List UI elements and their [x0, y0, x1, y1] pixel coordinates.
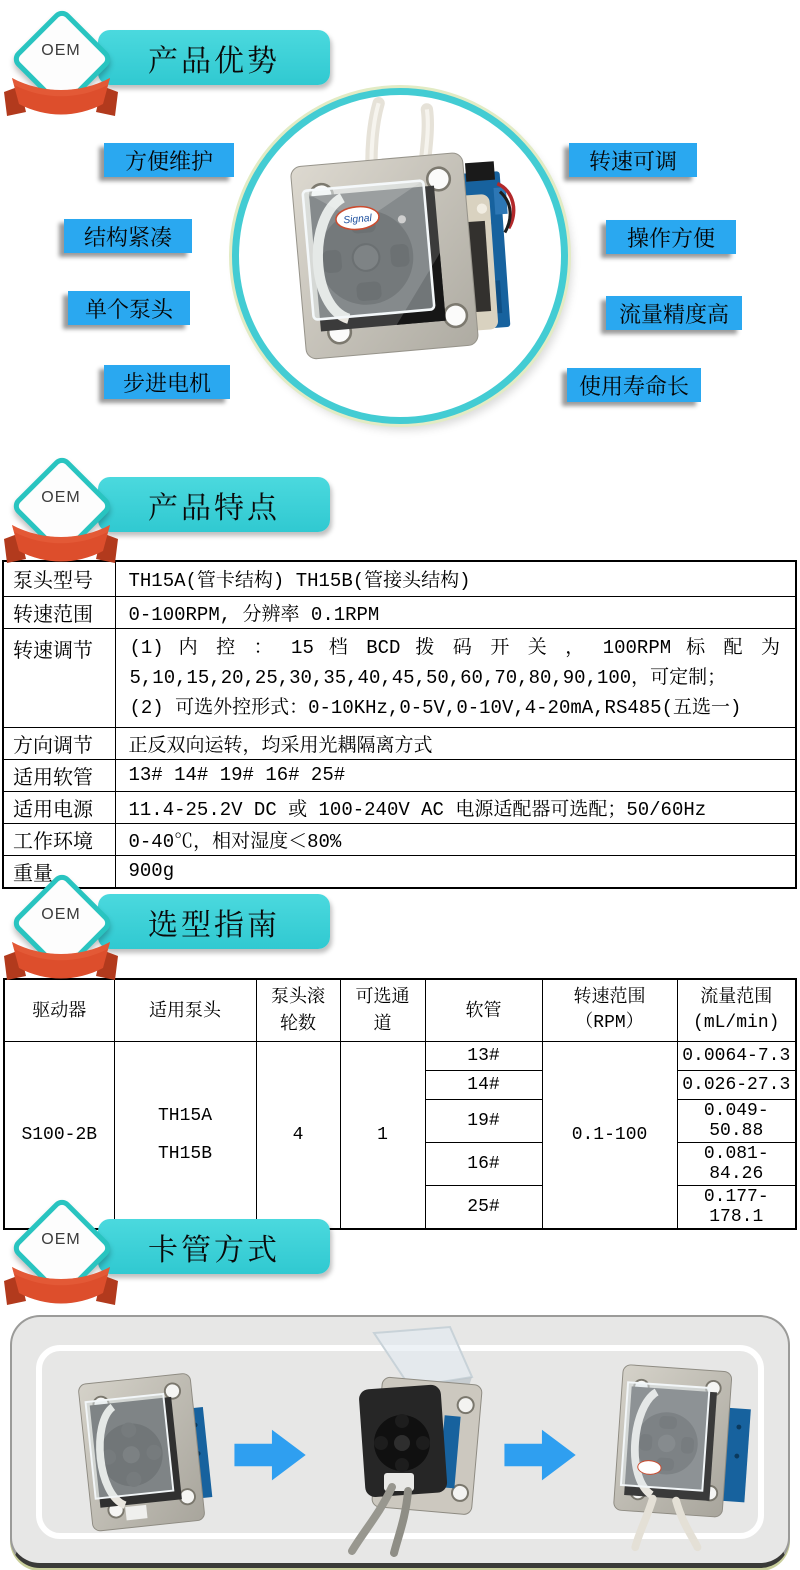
flow-cell: 0.0064-7.3 — [677, 1041, 796, 1070]
section-title-bar — [98, 477, 330, 532]
section-header-clamping — [2, 1197, 342, 1322]
section-title: 选型指南 — [148, 908, 280, 942]
channels-cell: 1 — [340, 1041, 425, 1229]
pump-step-photo-1 — [54, 1355, 222, 1555]
oem-badge — [8, 1197, 114, 1307]
column-header: 可选通 道 — [340, 979, 425, 1041]
tube-cell: 16# — [425, 1142, 542, 1185]
ribbon-icon — [4, 1257, 118, 1309]
advantage-label-lifespan: 使用寿命长 — [567, 368, 701, 402]
section-title-bar — [98, 894, 330, 949]
arrow-right-icon — [504, 1425, 578, 1485]
flow-cell: 0.081-84.26 — [677, 1142, 796, 1185]
flow-cell: 0.177-178.1 — [677, 1185, 796, 1229]
spec-row-value: (1) 内 控 ： 15 档 BCD 拨 码 开 关 ， 100RPM 标 配 为 5,10,15,20,25,30,35,40,45,50,60,70,80,90,100，可定制； (2) 可选外控形式：0-10KHz,0-5V,0-10V,4-20mA,RS485(五选一) — [115, 628, 796, 727]
column-header: 流量范围 (mL/min) — [677, 979, 796, 1041]
column-header: 转速范围 （RPM） — [542, 979, 677, 1041]
column-header: 泵头滚 轮数 — [256, 979, 340, 1041]
column-header: 驱动器 — [4, 979, 114, 1041]
spec-row-label: 适用软管 — [3, 759, 115, 791]
spec-row-value: 0-100RPM, 分辨率 0.1RPM — [115, 596, 796, 628]
advantage-label-easy-op: 操作方便 — [606, 220, 736, 254]
spec-row-label: 方向调节 — [3, 727, 115, 759]
spec-row-value: 13# 14# 19# 16# 25# — [115, 759, 796, 791]
spec-row-label: 工作环境 — [3, 823, 115, 855]
tube-cell: 25# — [425, 1185, 542, 1229]
tube-cell: 14# — [425, 1070, 542, 1099]
product-photo-circle — [232, 88, 568, 424]
flow-cell: 0.026-27.3 — [677, 1070, 796, 1099]
oem-badge-label: OEM — [41, 489, 81, 506]
pump-head-cell: TH15A TH15B — [114, 1041, 256, 1229]
selection-table — [3, 978, 797, 1230]
spec-row-label: 适用电源 — [3, 791, 115, 823]
oem-badge-label: OEM — [41, 42, 81, 59]
tube-cell: 13# — [425, 1041, 542, 1070]
ribbon-icon — [4, 932, 118, 984]
driver-cell: S100-2B — [4, 1041, 114, 1229]
oem-badge — [8, 455, 114, 565]
advantage-label-stepper: 步进电机 — [104, 365, 230, 399]
clamp-panel — [10, 1315, 790, 1568]
section-title: 产品优势 — [148, 44, 280, 78]
pump-step-photo-3 — [594, 1351, 764, 1555]
spec-row-value: 0-40℃，相对湿度＜80% — [115, 823, 796, 855]
spec-row-label: 泵头型号 — [3, 561, 115, 596]
advantage-label-precision: 流量精度高 — [606, 296, 742, 330]
oem-badge-label: OEM — [41, 906, 81, 923]
pump-photo — [239, 95, 547, 403]
rollers-cell: 4 — [256, 1041, 340, 1229]
spec-row-label: 转速范围 — [3, 596, 115, 628]
tube-cell: 19# — [425, 1099, 542, 1142]
spec-row-value: 900g — [115, 855, 796, 888]
pump-step-photo-2 — [322, 1325, 492, 1557]
flow-cell: 0.049-50.88 — [677, 1099, 796, 1142]
advantage-label-single-head: 单个泵头 — [68, 291, 190, 325]
speed-range-cell: 0.1-100 — [542, 1041, 677, 1229]
column-header: 适用泵头 — [114, 979, 256, 1041]
section-title-bar — [98, 1219, 330, 1274]
spec-row-value: 正反双向运转，均采用光耦隔离方式 — [115, 727, 796, 759]
spec-row-label: 转速调节 — [3, 628, 115, 727]
ribbon-icon — [4, 515, 118, 567]
advantage-label-speed: 转速可调 — [569, 143, 697, 177]
advantage-label-compact: 结构紧凑 — [64, 219, 192, 253]
oem-badge-label: OEM — [41, 1231, 81, 1248]
photo-logo-text: Signal — [342, 212, 373, 227]
oem-badge — [8, 872, 114, 982]
spec-table — [2, 560, 797, 889]
oem-badge — [8, 8, 114, 118]
section-title: 卡管方式 — [148, 1233, 280, 1267]
section-title: 产品特点 — [148, 491, 280, 525]
advantage-label-maintain: 方便维护 — [104, 143, 234, 177]
ribbon-icon — [4, 68, 118, 120]
column-header: 软管 — [425, 979, 542, 1041]
section-title-bar — [98, 30, 330, 85]
spec-row-value: 11.4-25.2V DC 或 100-240V AC 电源适配器可选配；50/60Hz — [115, 791, 796, 823]
spec-row-value: TH15A(管卡结构) TH15B(管接头结构) — [115, 561, 796, 596]
arrow-right-icon — [234, 1425, 308, 1485]
spec-row-label: 重量 — [3, 855, 115, 888]
